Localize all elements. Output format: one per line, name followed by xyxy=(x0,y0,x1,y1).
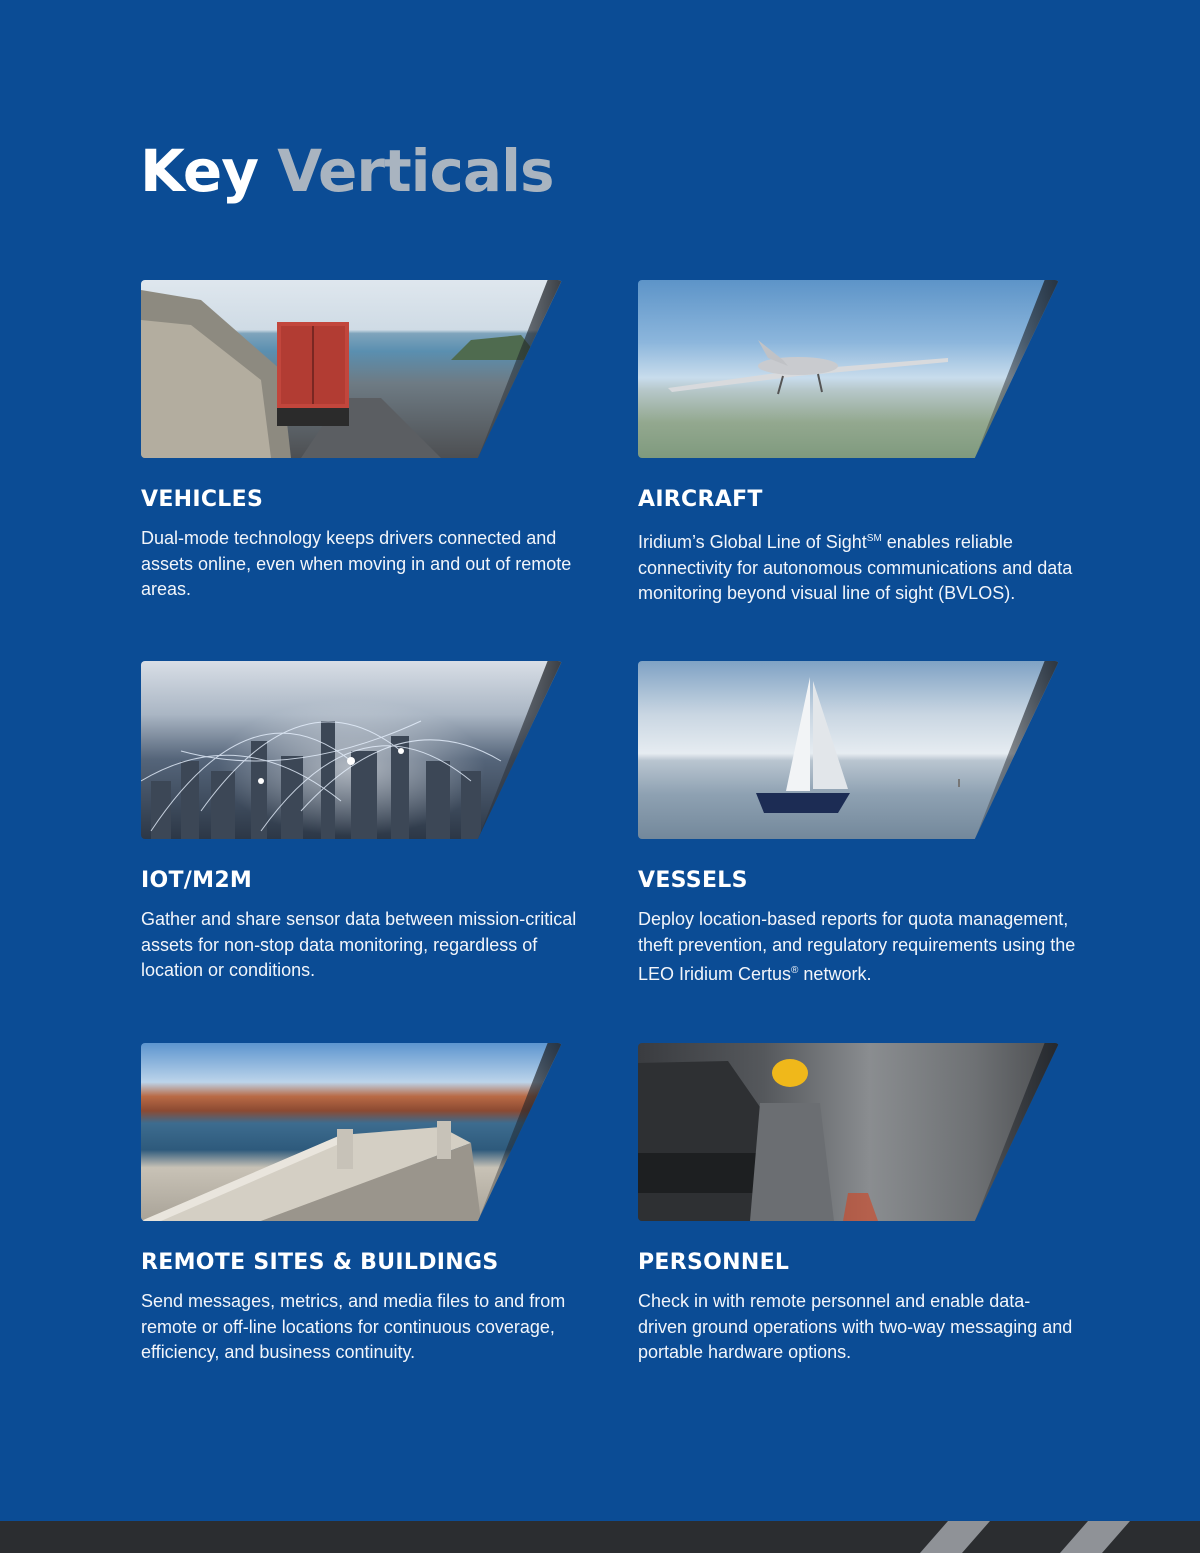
card-description xyxy=(638,526,1078,607)
card-heading: REMOTE SITES & BUILDINGS xyxy=(141,1250,499,1275)
card-vehicles xyxy=(141,280,581,603)
card-heading: IOT/M2M xyxy=(141,868,253,893)
footer-bar xyxy=(0,1521,1200,1553)
card-vessels xyxy=(638,661,1078,988)
card-heading: VEHICLES xyxy=(141,487,264,512)
card-description-text: Deploy location-based reports for quota management, theft prevention, and regulatory requirements using the LEO Iridium Certus xyxy=(638,909,1076,985)
card-description: Gather and share sensor data between mission-critical assets for non-stop data monitoring, regardless of location or conditions. xyxy=(141,909,577,981)
dam-scene-art xyxy=(141,1043,562,1221)
page-title-key: Key xyxy=(140,137,259,205)
drone-scene-art xyxy=(638,280,1059,458)
sailboat-scene-art xyxy=(638,661,1059,839)
page-title-verticals: Verticals xyxy=(277,137,554,205)
card-description: Send messages, metrics, and media files to and from remote or off-line locations for continuous coverage, efficiency, and business continuity. xyxy=(141,1291,566,1363)
personnel-scene-art xyxy=(638,1043,1059,1221)
card-heading: PERSONNEL xyxy=(638,1250,790,1275)
card-iot-m2m xyxy=(141,661,581,984)
worker-with-hardhat-by-truck-image xyxy=(638,1043,1059,1221)
truck-on-coastal-road-image xyxy=(141,280,562,458)
page-title xyxy=(140,137,554,205)
card-description xyxy=(638,907,1078,988)
card-description-text-cont: enables reliable connectivity for autonomous communications and data monitoring beyond visual line of sight (BVLOS). xyxy=(638,532,1073,604)
card-description-text: Iridium’s Global Line of Sight xyxy=(638,532,867,553)
footer-stripe xyxy=(920,1521,990,1553)
sailboat-at-sea-image xyxy=(638,661,1059,839)
drone-in-sky-image xyxy=(638,280,1059,458)
card-description: Dual-mode technology keeps drivers connected and assets online, even when moving in and out of remote areas. xyxy=(141,528,572,600)
card-heading: AIRCRAFT xyxy=(638,487,763,512)
card-aircraft xyxy=(638,280,1078,607)
footer-stripe xyxy=(1060,1521,1130,1553)
card-remote-sites xyxy=(141,1043,581,1366)
registered-mark: ® xyxy=(791,965,799,977)
service-mark: SM xyxy=(866,533,882,545)
card-description-text-cont: network. xyxy=(798,964,872,985)
truck-scene-art xyxy=(141,280,562,458)
city-network-connections-image xyxy=(141,661,562,839)
card-description: Check in with remote personnel and enable data-driven ground operations with two-way messaging and portable hardware options. xyxy=(638,1291,1073,1363)
card-heading: VESSELS xyxy=(638,868,748,893)
network-scene-art xyxy=(141,661,562,839)
dam-in-canyon-image xyxy=(141,1043,562,1221)
card-personnel xyxy=(638,1043,1078,1366)
